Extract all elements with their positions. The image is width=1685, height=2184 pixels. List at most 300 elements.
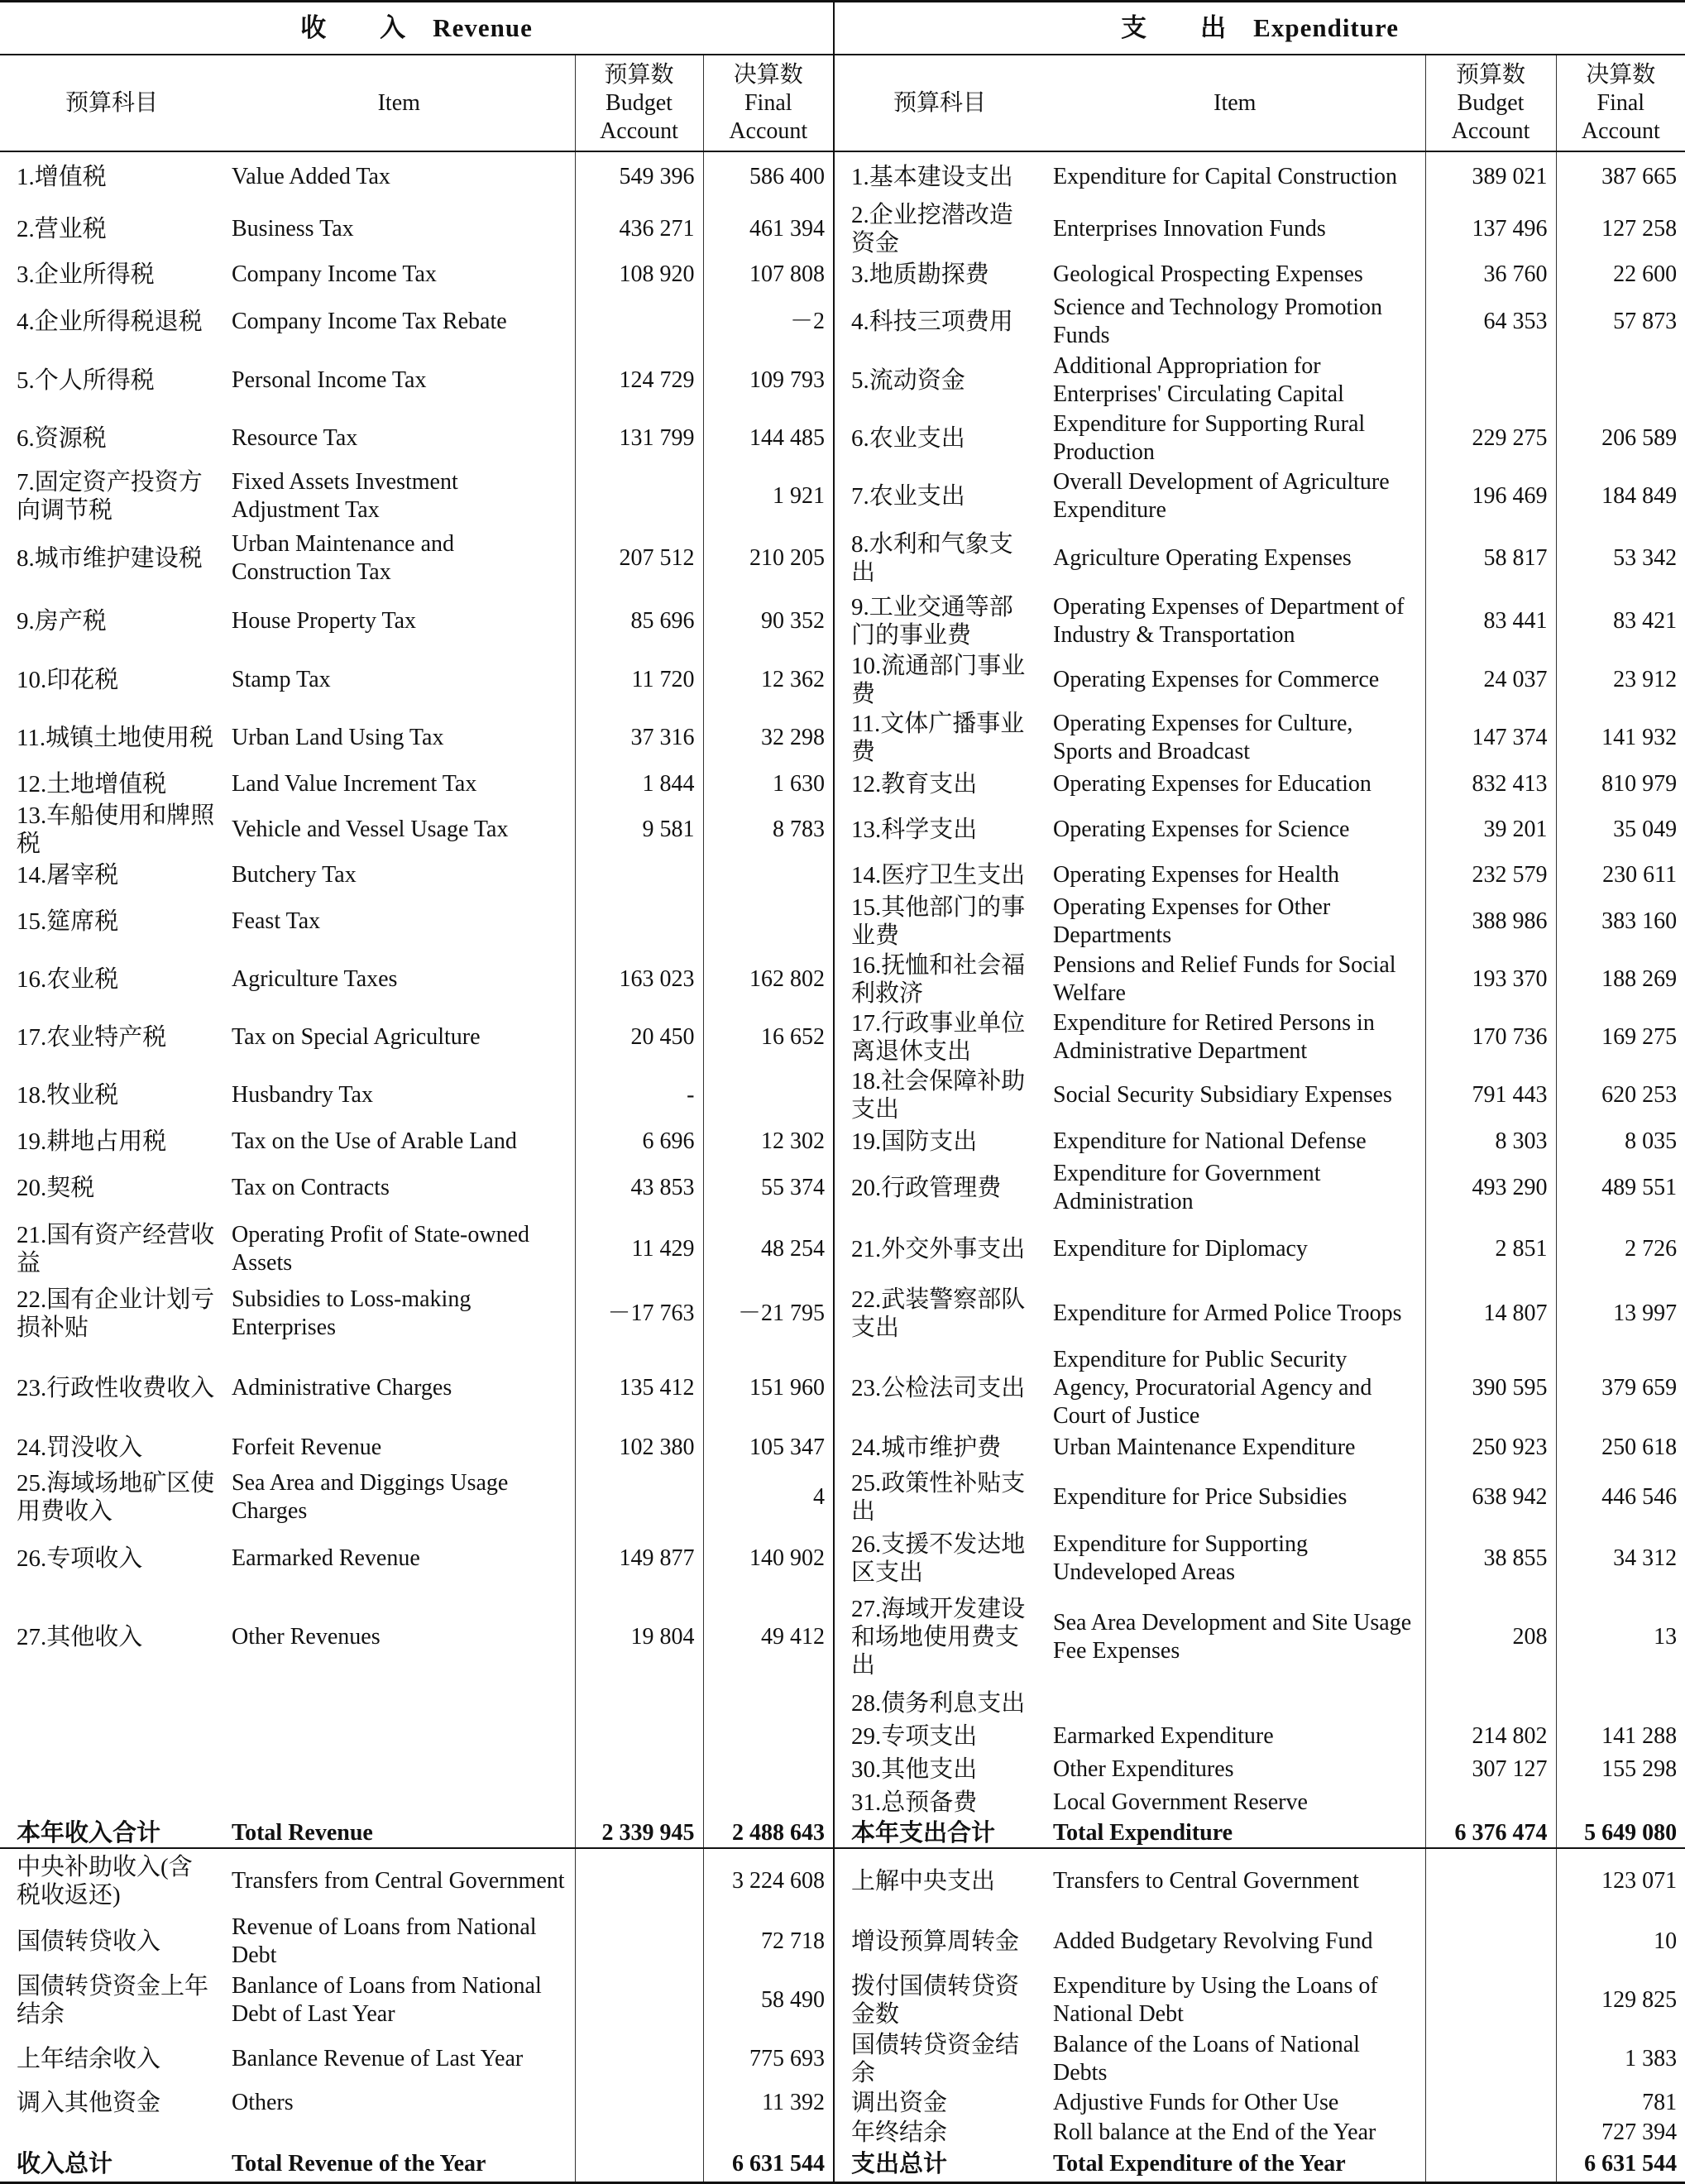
rev-subject-cell: 19.耕地占用税 — [17, 1128, 167, 1155]
header-line: 预算数 — [604, 61, 674, 88]
rev-budget-cell — [575, 858, 703, 893]
exp-item-cell: Expenditure for Armed Police Troops — [1045, 1281, 1425, 1346]
rev-item-cell: Tax on Contracts — [223, 1159, 575, 1217]
rev-final-cell: 1 921 — [703, 467, 834, 525]
rev-item-cell: Urban Maintenance and Construction Tax — [223, 525, 575, 592]
exp-item-cell: Operating Expenses for Health — [1045, 858, 1425, 893]
rev-final-cell: －2 — [703, 292, 834, 352]
exp-subject-cell: 16.抚恤和社会福利救济 — [851, 952, 1026, 1007]
rev-item-cell: Husbandry Tax — [223, 1066, 575, 1124]
rev-item-cell: Banlance of Loans from National Debt of Last Year — [223, 1971, 575, 2030]
exp-subject-cell: 拨付国债转贷资金数 — [851, 1973, 1020, 2028]
exp-final-cell: 155 298 — [1601, 1756, 1678, 1782]
grand-total-row — [0, 2148, 1685, 2182]
rev-final-cell: 6 631 544 — [703, 2148, 834, 2182]
rev-final-cell — [703, 2118, 834, 2148]
table-row — [0, 1786, 1685, 1819]
exp-final-cell: 184 849 — [1601, 483, 1678, 509]
table-row — [0, 1530, 1685, 1588]
exp-final-cell: 727 394 — [1601, 2119, 1678, 2145]
rev-final-cell: 210 205 — [703, 525, 834, 592]
exp-subject-cell: 4.科技三项费用 — [851, 309, 1013, 335]
exp-subject-cell: 31.总预备费 — [851, 1789, 978, 1816]
rev-final-cell: 775 693 — [703, 2030, 834, 2088]
exp-subject-cell: 8.水利和气象支出 — [851, 531, 1013, 586]
table-row — [0, 1217, 1685, 1281]
exp-budget-cell: 493 290 — [1425, 1159, 1556, 1217]
rev-item-cell: Forfeit Revenue — [223, 1430, 575, 1465]
rev-subject-cell: 5.个人所得税 — [17, 367, 155, 394]
header-line: Budget — [1457, 89, 1525, 116]
rev-budget-cell: 1 844 — [575, 767, 703, 802]
rev-final-cell: 3 224 608 — [703, 1848, 834, 1913]
exp-budget-cell — [1425, 1687, 1556, 1720]
rev-item-cell: Value Added Tax — [223, 151, 575, 201]
transfer-row — [0, 2030, 1685, 2088]
exp-subject-cell: 5.流动资金 — [851, 367, 965, 394]
exp-subject-cell: 26.支援不发达地区支出 — [851, 1531, 1026, 1586]
exp-subject-cell: 28.债务利息支出 — [851, 1690, 1026, 1717]
rev-item-cell: Sea Area and Diggings Usage Charges — [223, 1465, 575, 1530]
rev-budget-cell: 207 512 — [575, 525, 703, 592]
exp-budget-cell: 147 374 — [1425, 709, 1556, 767]
exp-subject-cell: 11.文体广播事业费 — [851, 711, 1025, 765]
rev-item-cell: Company Income Tax Rebate — [223, 292, 575, 352]
exp-final-cell: 34 312 — [1613, 1545, 1678, 1571]
exp-item-cell: Agriculture Operating Expenses — [1045, 525, 1425, 592]
rev-budget-cell: 149 877 — [575, 1530, 703, 1588]
exp-final-cell: 387 665 — [1601, 163, 1678, 189]
exp-item-cell: Urban Maintenance Expenditure — [1045, 1430, 1425, 1465]
rev-final-cell — [703, 1066, 834, 1124]
exp-final-cell: 13 997 — [1613, 1300, 1678, 1326]
rev-final-cell: 55 374 — [703, 1159, 834, 1217]
table-row — [0, 1430, 1685, 1465]
exp-subject-cell: 21.外交外事支出 — [851, 1236, 1026, 1262]
exp-item-cell: Operating Expenses for Commerce — [1045, 651, 1425, 709]
exp-item-cell: Roll balance at the End of the Year — [1045, 2118, 1425, 2148]
exp-item-header: Item — [1045, 55, 1425, 151]
exp-final-cell: 206 589 — [1601, 425, 1678, 451]
exp-final-cell: 83 421 — [1613, 608, 1678, 634]
rev-final-cell: 586 400 — [703, 151, 834, 201]
exp-item-cell: Local Government Reserve — [1045, 1786, 1425, 1819]
rev-final-cell: 107 808 — [703, 257, 834, 292]
exp-budget-cell — [1425, 1786, 1556, 1819]
exp-budget-cell: 232 579 — [1425, 858, 1556, 893]
exp-subject-cell: 13.科学支出 — [851, 817, 978, 843]
rev-budget-cell — [575, 1465, 703, 1530]
rev-final-cell: 140 902 — [703, 1530, 834, 1588]
rev-budget-cell — [575, 893, 703, 951]
exp-budget-cell: 390 595 — [1425, 1346, 1556, 1430]
table-row — [0, 201, 1685, 257]
rev-item-cell: Total Revenue of the Year — [223, 2148, 575, 2182]
exp-budget-cell: 832 413 — [1425, 767, 1556, 802]
exp-item-cell: Expenditure for Supporting Undeveloped Areas — [1045, 1530, 1425, 1588]
rev-subject-cell: 11.城镇土地使用税 — [17, 725, 214, 751]
exp-budget-cell: 196 469 — [1425, 467, 1556, 525]
header-line: Account — [1581, 117, 1660, 144]
header-line: 决算数 — [1586, 61, 1656, 88]
exp-final-cell — [1556, 352, 1685, 410]
rev-subject-cell: 15.筵席税 — [17, 908, 119, 935]
rev-subject-cell: 16.农业税 — [17, 966, 119, 993]
exp-budget-cell — [1425, 2088, 1556, 2118]
rev-subject-cell — [0, 2118, 223, 2148]
rev-final-cell: 12 362 — [703, 651, 834, 709]
rev-subject-cell: 20.契税 — [17, 1175, 95, 1201]
exp-item-cell: Science and Technology Promotion Funds — [1045, 292, 1425, 352]
rev-item-cell: Transfers from Central Government — [223, 1848, 575, 1913]
exp-budget-cell: 307 127 — [1425, 1753, 1556, 1786]
table-row — [0, 292, 1685, 352]
exp-subject-cell: 12.教育支出 — [851, 771, 978, 797]
exp-item-cell: Social Security Subsidiary Expenses — [1045, 1066, 1425, 1124]
rev-subject-cell: 收入总计 — [0, 2148, 223, 2182]
exp-item-cell: Overall Development of Agriculture Expenditure — [1045, 467, 1425, 525]
rev-subject-cell: 8.城市维护建设税 — [17, 545, 203, 572]
exp-final-cell: 2 726 — [1625, 1236, 1678, 1262]
rev-item-cell — [223, 2118, 575, 2148]
exp-budget-cell — [1425, 2148, 1556, 2182]
rev-subject-cell — [0, 1786, 223, 1819]
exp-final-cell: 23 912 — [1613, 667, 1678, 692]
expenditure-group-title: 支 出 Expenditure — [834, 2, 1685, 55]
table-row — [0, 592, 1685, 651]
table-row — [0, 802, 1685, 858]
exp-item-cell: Expenditure for Public Security Agency, Procuratorial Agency and Court of Justice — [1045, 1346, 1425, 1430]
rev-budget-cell: - — [575, 1066, 703, 1124]
exp-subject-cell: 9.工业交通等部门的事业费 — [851, 594, 1013, 649]
exp-item-cell: Adjustive Funds for Other Use — [1045, 2088, 1425, 2118]
rev-budget-cell: 131 799 — [575, 410, 703, 467]
rev-subject-cell: 国债转贷资金上年结余 — [17, 1973, 209, 2028]
rev-item-cell: Tax on the Use of Arable Land — [223, 1124, 575, 1159]
exp-item-cell: Balance of the Loans of National Debts — [1045, 2030, 1425, 2088]
exp-budget-cell: 2 851 — [1425, 1217, 1556, 1281]
exp-final-cell: 35 049 — [1613, 817, 1678, 842]
rev-final-cell: 461 394 — [703, 201, 834, 257]
exp-item-cell: Operating Expenses of Department of Industry & Transportation — [1045, 592, 1425, 651]
exp-final-cell: 620 253 — [1601, 1082, 1678, 1108]
transfer-row — [0, 1971, 1685, 2030]
header-line: Account — [600, 117, 678, 144]
rev-item-cell: Fixed Assets Investment Adjustment Tax — [223, 467, 575, 525]
rev-item-cell: Earmarked Revenue — [223, 1530, 575, 1588]
table-row — [0, 467, 1685, 525]
header-line: Account — [1451, 117, 1530, 144]
exp-subject-cell: 支出总计 — [834, 2148, 1045, 2182]
exp-budget-cell: 36 760 — [1425, 257, 1556, 292]
rev-item-cell: Land Value Increment Tax — [223, 767, 575, 802]
rev-budget-cell: 11 720 — [575, 651, 703, 709]
exp-item-cell: Total Expenditure — [1045, 1819, 1425, 1848]
exp-subject-cell: 19.国防支出 — [851, 1128, 978, 1155]
exp-budget-cell: 250 923 — [1425, 1430, 1556, 1465]
rev-budget-cell: 135 412 — [575, 1346, 703, 1430]
table-row — [0, 1159, 1685, 1217]
exp-final-cell: 53 342 — [1613, 545, 1678, 571]
rev-subject-cell: 14.屠宰税 — [17, 862, 119, 888]
exp-item-cell: Sea Area Development and Site Usage Fee Expenses — [1045, 1588, 1425, 1687]
exp-final-cell: 8 035 — [1625, 1128, 1678, 1154]
rev-item-cell: Subsidies to Loss-making Enterprises — [223, 1281, 575, 1346]
transfer-row — [0, 2118, 1685, 2148]
exp-final-cell: 169 275 — [1601, 1024, 1678, 1050]
exp-item-cell: Other Expenditures — [1045, 1753, 1425, 1786]
rev-item-cell: Other Revenues — [223, 1588, 575, 1687]
exp-item-cell: Total Expenditure of the Year — [1045, 2148, 1425, 2182]
exp-final-cell — [1556, 1786, 1685, 1819]
exp-final-header — [1556, 55, 1685, 151]
table-row — [0, 893, 1685, 951]
rev-subject-cell: 21.国有资产经营收益 — [17, 1222, 215, 1276]
rev-budget-cell: 19 804 — [575, 1588, 703, 1687]
table-row — [0, 1346, 1685, 1430]
exp-item-cell: Expenditure by Using the Loans of National Debt — [1045, 1971, 1425, 2030]
rev-subject-cell: 调入其他资金 — [17, 2090, 161, 2116]
table-row — [0, 1588, 1685, 1687]
exp-budget-cell: 193 370 — [1425, 951, 1556, 1008]
exp-subject-cell: 调出资金 — [851, 2090, 948, 2116]
rev-subject-cell: 4.企业所得税退税 — [17, 309, 203, 335]
column-header-row — [0, 55, 1685, 151]
exp-subject-cell: 本年支出合计 — [834, 1819, 1045, 1848]
exp-budget-cell: 83 441 — [1425, 592, 1556, 651]
rev-final-cell — [703, 858, 834, 893]
rev-subject-cell — [0, 1753, 223, 1786]
exp-budget-cell: 14 807 — [1425, 1281, 1556, 1346]
rev-final-cell: 90 352 — [703, 592, 834, 651]
rev-item-cell: Resource Tax — [223, 410, 575, 467]
rev-budget-cell — [575, 1687, 703, 1720]
exp-subject-cell: 6.农业支出 — [851, 425, 965, 452]
rev-final-cell: 1 630 — [703, 767, 834, 802]
exp-item-cell: Expenditure for National Defense — [1045, 1124, 1425, 1159]
exp-subject-cell: 18.社会保障补助支出 — [851, 1068, 1026, 1123]
exp-budget-cell — [1425, 352, 1556, 410]
group-header-row — [0, 2, 1685, 55]
rev-budget-cell: 43 853 — [575, 1159, 703, 1217]
exp-subject-header: 预算科目 — [834, 55, 1045, 151]
table-row — [0, 1753, 1685, 1786]
rev-subject-cell: 27.其他收入 — [17, 1624, 143, 1650]
rev-final-cell: 48 254 — [703, 1217, 834, 1281]
rev-budget-cell: －17 763 — [575, 1281, 703, 1346]
rev-item-cell: Tax on Special Agriculture — [223, 1008, 575, 1066]
exp-subject-cell: 27.海域开发建设和场地使用费支出 — [851, 1596, 1026, 1679]
transfer-row — [0, 1913, 1685, 1971]
rev-item-cell: Operating Profit of State-owned Assets — [223, 1217, 575, 1281]
rev-item-cell: Banlance Revenue of Last Year — [223, 2030, 575, 2088]
exp-item-cell: Additional Appropriation for Enterprises' Circulating Capital — [1045, 352, 1425, 410]
rev-subject-cell: 9.房产税 — [17, 608, 107, 635]
rev-final-cell — [703, 1687, 834, 1720]
rev-item-cell — [223, 1753, 575, 1786]
rev-item-cell — [223, 1687, 575, 1720]
rev-budget-cell — [575, 1720, 703, 1753]
rev-item-cell: Revenue of Loans from National Debt — [223, 1913, 575, 1971]
exp-subject-cell: 1.基本建设支出 — [851, 163, 1013, 190]
exp-final-cell: 10 — [1654, 1928, 1678, 1954]
exp-subject-cell: 17.行政事业单位离退休支出 — [851, 1010, 1026, 1065]
transfer-row — [0, 1848, 1685, 1913]
rev-item-cell: Administrative Charges — [223, 1346, 575, 1430]
exp-budget-cell: 38 855 — [1425, 1530, 1556, 1588]
rev-subject-cell: 10.印花税 — [17, 667, 119, 693]
rev-budget-cell — [575, 2030, 703, 2088]
table-row — [0, 1281, 1685, 1346]
rev-final-cell: 58 490 — [703, 1971, 834, 2030]
rev-budget-cell — [575, 1848, 703, 1913]
exp-subject-cell: 25.政策性补贴支出 — [851, 1470, 1026, 1525]
table-row — [0, 651, 1685, 709]
table-row — [0, 1124, 1685, 1159]
exp-final-cell: 230 611 — [1602, 862, 1678, 888]
table-row — [0, 1008, 1685, 1066]
exp-subject-cell: 24.城市维护费 — [851, 1434, 1002, 1461]
rev-budget-cell — [575, 292, 703, 352]
rev-item-cell — [223, 1720, 575, 1753]
header-line: Budget — [606, 89, 673, 116]
rev-subject-cell — [0, 1687, 223, 1720]
exp-subject-cell: 增设预算周转金 — [851, 1928, 1020, 1955]
rev-subject-cell: 中央补助收入(含税收返还) — [17, 1853, 193, 1909]
rev-final-cell — [703, 893, 834, 951]
rev-final-cell — [703, 1786, 834, 1819]
table-row — [0, 1066, 1685, 1124]
rev-final-cell: 2 488 643 — [703, 1819, 834, 1848]
exp-item-cell: Transfers to Central Government — [1045, 1848, 1425, 1913]
rev-item-cell: Total Revenue — [223, 1819, 575, 1848]
rev-subject-cell: 6.资源税 — [17, 425, 107, 452]
table-row — [0, 858, 1685, 893]
table-row — [0, 767, 1685, 802]
rev-budget-cell: 549 396 — [575, 151, 703, 201]
exp-budget-cell: 638 942 — [1425, 1465, 1556, 1530]
exp-item-cell: Expenditure for Price Subsidies — [1045, 1465, 1425, 1530]
exp-final-cell: 57 873 — [1613, 309, 1678, 334]
rev-budget-cell — [575, 1786, 703, 1819]
header-line: Account — [729, 117, 808, 144]
rev-item-cell: Vehicle and Vessel Usage Tax — [223, 802, 575, 858]
rev-final-cell: 12 302 — [703, 1124, 834, 1159]
exp-budget-cell: 389 021 — [1425, 151, 1556, 201]
table-row — [0, 352, 1685, 410]
exp-item-cell: Operating Expenses for Science — [1045, 802, 1425, 858]
revenue-group-title: 收 入 Revenue — [0, 2, 834, 55]
table-row — [0, 525, 1685, 592]
rev-subject-cell: 13.车船使用和牌照税 — [17, 802, 215, 857]
rev-budget-cell: 102 380 — [575, 1430, 703, 1465]
exp-budget-cell — [1425, 2118, 1556, 2148]
rev-final-cell: 144 485 — [703, 410, 834, 467]
rev-subject-cell: 24.罚没收入 — [17, 1434, 143, 1461]
rev-budget-cell — [575, 467, 703, 525]
rev-subject-cell: 12.土地增值税 — [17, 771, 167, 797]
exp-subject-cell: 23.公检法司支出 — [851, 1375, 1026, 1401]
exp-final-cell: 141 288 — [1601, 1723, 1678, 1749]
exp-item-cell: Expenditure for Capital Construction — [1045, 151, 1425, 201]
exp-budget-cell: 137 496 — [1425, 201, 1556, 257]
exp-final-cell: 127 258 — [1601, 216, 1678, 242]
transfer-row — [0, 2088, 1685, 2118]
exp-subject-cell: 上解中央支出 — [851, 1867, 996, 1894]
exp-final-cell: 13 — [1654, 1624, 1678, 1650]
table-body — [0, 151, 1685, 2182]
exp-budget-header — [1425, 55, 1556, 151]
table-row — [0, 1465, 1685, 1530]
rev-item-cell: Agriculture Taxes — [223, 951, 575, 1008]
exp-final-cell: 123 071 — [1601, 1867, 1678, 1894]
exp-subject-cell: 20.行政管理费 — [851, 1175, 1002, 1201]
rev-item-cell: Business Tax — [223, 201, 575, 257]
rev-subject-cell: 17.农业特产税 — [17, 1024, 167, 1051]
rev-final-cell: 105 347 — [703, 1430, 834, 1465]
exp-subject-cell: 10.流通部门事业费 — [851, 653, 1026, 707]
subtotal-row — [0, 1819, 1685, 1848]
exp-final-cell: 383 160 — [1601, 908, 1678, 934]
exp-final-cell: 5 649 080 — [1556, 1819, 1685, 1848]
exp-item-cell: Expenditure for Retired Persons in Administrative Department — [1045, 1008, 1425, 1066]
exp-final-cell: 810 979 — [1601, 771, 1678, 797]
exp-item-cell: Operating Expenses for Education — [1045, 767, 1425, 802]
rev-budget-cell: 163 023 — [575, 951, 703, 1008]
rev-item-cell: Stamp Tax — [223, 651, 575, 709]
rev-item-cell — [223, 1786, 575, 1819]
exp-final-cell: 446 546 — [1601, 1484, 1678, 1510]
exp-final-cell: 129 825 — [1601, 1987, 1678, 2013]
rev-budget-cell: 37 316 — [575, 709, 703, 767]
rev-final-cell: 49 412 — [703, 1588, 834, 1687]
exp-item-cell — [1045, 1687, 1425, 1720]
exp-subject-cell: 年终结余 — [851, 2119, 948, 2146]
exp-budget-cell — [1425, 2030, 1556, 2088]
rev-item-cell: House Property Tax — [223, 592, 575, 651]
rev-budget-cell: 85 696 — [575, 592, 703, 651]
table-row — [0, 257, 1685, 292]
rev-subject-header: 预算科目 — [0, 55, 223, 151]
rev-budget-header — [575, 55, 703, 151]
rev-subject-cell: 26.专项收入 — [17, 1545, 143, 1572]
rev-final-cell: 72 718 — [703, 1913, 834, 1971]
rev-budget-cell — [575, 2148, 703, 2182]
header-line: 预算数 — [1456, 61, 1526, 88]
exp-budget-cell: 170 736 — [1425, 1008, 1556, 1066]
exp-subject-cell: 3.地质勘探费 — [851, 261, 989, 288]
exp-subject-cell: 2.企业挖潜改造资金 — [851, 202, 1013, 256]
exp-budget-cell: 6 376 474 — [1425, 1819, 1556, 1848]
rev-subject-cell — [0, 1720, 223, 1753]
rev-subject-cell: 1.增值税 — [17, 163, 107, 190]
exp-item-cell: Earmarked Expenditure — [1045, 1720, 1425, 1753]
exp-item-cell: Expenditure for Supporting Rural Production — [1045, 410, 1425, 467]
exp-budget-cell: 214 802 — [1425, 1720, 1556, 1753]
exp-budget-cell: 58 817 — [1425, 525, 1556, 592]
rev-item-cell: Butchery Tax — [223, 858, 575, 893]
rev-item-cell: Urban Land Using Tax — [223, 709, 575, 767]
header-line: Final — [744, 89, 792, 116]
rev-item-cell: Company Income Tax — [223, 257, 575, 292]
exp-final-cell: 188 269 — [1601, 966, 1678, 992]
rev-final-header — [703, 55, 834, 151]
exp-final-cell: 250 618 — [1601, 1434, 1678, 1460]
exp-final-cell: 141 932 — [1601, 725, 1678, 750]
rev-subject-cell: 25.海域场地矿区使用费收入 — [17, 1470, 215, 1525]
header-line: 决算数 — [733, 61, 803, 88]
exp-item-cell: Operating Expenses for Culture, Sports and Broadcast — [1045, 709, 1425, 767]
